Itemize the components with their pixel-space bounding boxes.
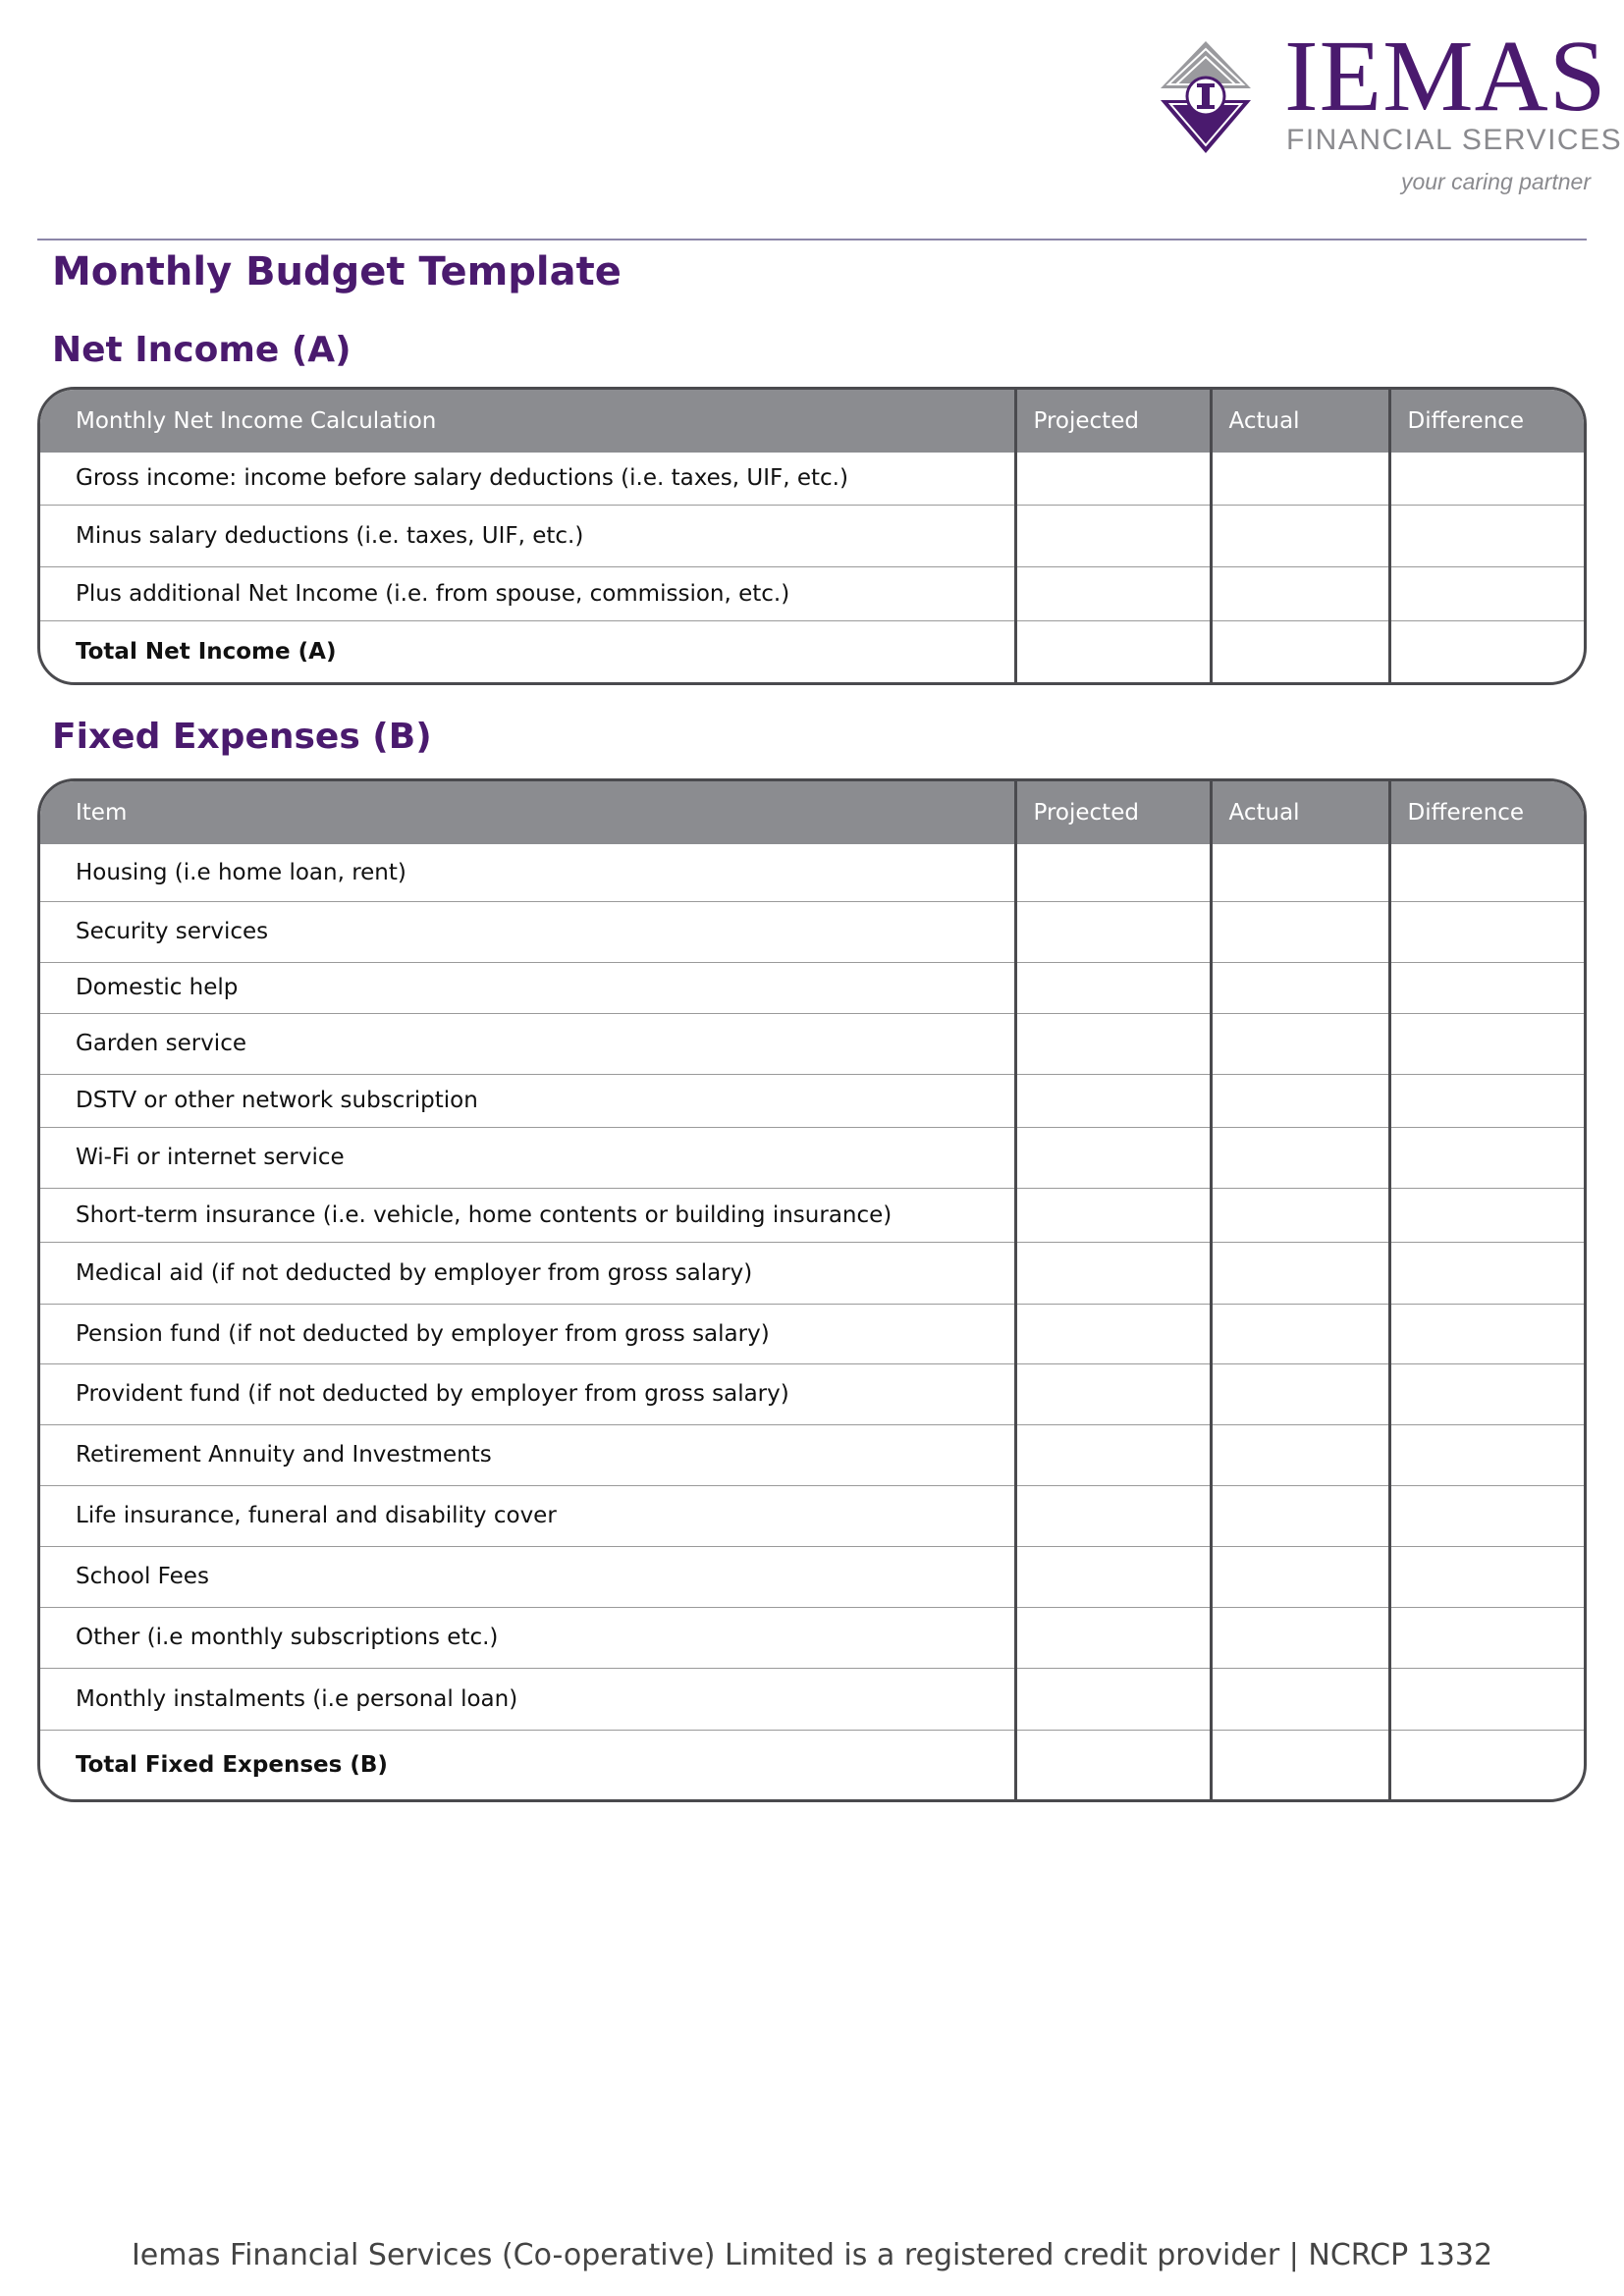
column-header-projected: Projected [1015,781,1211,844]
difference-cell[interactable] [1389,1304,1584,1363]
net-income-table [37,387,1587,685]
projected-cell[interactable] [1015,844,1211,901]
projected-cell[interactable] [1015,1363,1211,1424]
row-label: Other (i.e monthly subscriptions etc.) [40,1607,1015,1668]
actual-cell[interactable] [1211,1304,1389,1363]
row-label: Plus additional Net Income (i.e. from spouse, commission, etc.) [40,566,1015,620]
projected-cell[interactable] [1015,505,1211,566]
row-label: Pension fund (if not deducted by employer from gross salary) [40,1304,1015,1363]
table-row [40,453,1584,505]
projected-cell[interactable] [1015,620,1211,682]
total-label: Total Net Income (A) [40,620,1015,682]
column-header-difference: Difference [1389,390,1584,453]
table-row [40,1074,1584,1127]
actual-cell[interactable] [1211,1730,1389,1799]
fixed-expenses-table [37,778,1587,1802]
difference-cell[interactable] [1389,620,1584,682]
column-header-actual: Actual [1211,781,1389,844]
total-label: Total Fixed Expenses (B) [40,1730,1015,1799]
row-label: Medical aid (if not deducted by employer from gross salary) [40,1242,1015,1304]
actual-cell[interactable] [1211,1242,1389,1304]
column-header-projected: Projected [1015,390,1211,453]
row-label: Wi-Fi or internet service [40,1127,1015,1188]
projected-cell[interactable] [1015,962,1211,1013]
projected-cell[interactable] [1015,1304,1211,1363]
header-divider [37,239,1587,240]
logo-wordmark: IEMAS [1284,20,1607,133]
row-label: Short-term insurance (i.e. vehicle, home contents or building insurance) [40,1188,1015,1242]
row-label: School Fees [40,1546,1015,1607]
table-row [40,1546,1584,1607]
projected-cell[interactable] [1015,1668,1211,1730]
actual-cell[interactable] [1211,505,1389,566]
actual-cell[interactable] [1211,962,1389,1013]
projected-cell[interactable] [1015,901,1211,962]
table-row [40,1304,1584,1363]
projected-cell[interactable] [1015,1127,1211,1188]
projected-cell[interactable] [1015,1074,1211,1127]
actual-cell[interactable] [1211,1607,1389,1668]
table-row [40,1242,1584,1304]
actual-cell[interactable] [1211,844,1389,901]
row-label: Garden service [40,1013,1015,1074]
row-label: Provident fund (if not deducted by employer from gross salary) [40,1363,1015,1424]
difference-cell[interactable] [1389,505,1584,566]
column-header-difference: Difference [1389,781,1584,844]
projected-cell[interactable] [1015,1546,1211,1607]
actual-cell[interactable] [1211,1485,1389,1546]
difference-cell[interactable] [1389,901,1584,962]
actual-cell[interactable] [1211,620,1389,682]
table-row [40,901,1584,962]
total-row [40,1730,1584,1799]
logo-subtitle: FINANCIAL SERVICES [1286,124,1623,156]
projected-cell[interactable] [1015,1485,1211,1546]
difference-cell[interactable] [1389,1730,1584,1799]
table-header-row [40,781,1584,844]
difference-cell[interactable] [1389,1424,1584,1485]
actual-cell[interactable] [1211,1424,1389,1485]
difference-cell[interactable] [1389,1668,1584,1730]
table-row [40,1188,1584,1242]
actual-cell[interactable] [1211,566,1389,620]
actual-cell[interactable] [1211,453,1389,505]
difference-cell[interactable] [1389,1188,1584,1242]
table-row [40,1485,1584,1546]
column-header-actual: Actual [1211,390,1389,453]
row-label: Retirement Annuity and Investments [40,1424,1015,1485]
table-header-row [40,390,1584,453]
row-label: Gross income: income before salary deductions (i.e. taxes, UIF, etc.) [76,465,848,492]
projected-cell[interactable] [1015,1188,1211,1242]
difference-cell[interactable] [1389,1363,1584,1424]
projected-cell[interactable] [1015,1013,1211,1074]
projected-cell[interactable] [1015,566,1211,620]
difference-cell[interactable] [1389,1242,1584,1304]
difference-cell[interactable] [1389,1013,1584,1074]
column-header-item: Item [40,781,1015,844]
table-row [40,1363,1584,1424]
table-row [40,1607,1584,1668]
row-label: Life insurance, funeral and disability cover [40,1485,1015,1546]
table-row [40,1668,1584,1730]
footer-disclaimer: Iemas Financial Services (Co-operative) Limited is a registered credit provider | NCRCP 1332 [131,2238,1493,2272]
actual-cell[interactable] [1211,901,1389,962]
difference-cell[interactable] [1389,566,1584,620]
table-row [40,1013,1584,1074]
difference-cell[interactable] [1389,1607,1584,1668]
actual-cell[interactable] [1211,1188,1389,1242]
projected-cell[interactable] [1015,1607,1211,1668]
iemas-diamond-icon [1159,39,1253,155]
actual-cell[interactable] [1211,1013,1389,1074]
difference-cell[interactable] [1389,1485,1584,1546]
row-label: Housing (i.e home loan, rent) [76,859,406,885]
difference-cell[interactable] [1389,1074,1584,1127]
difference-cell[interactable] [1389,1546,1584,1607]
actual-cell[interactable] [1211,1074,1389,1127]
fixed-expenses-heading: Fixed Expenses (B) [52,717,432,757]
projected-cell[interactable] [1015,1424,1211,1485]
row-label: DSTV or other network subscription [40,1074,1015,1127]
actual-cell[interactable] [1211,1668,1389,1730]
difference-cell[interactable] [1389,844,1584,901]
logo-tagline: your caring partner [1400,169,1591,194]
projected-cell[interactable] [1015,453,1211,505]
difference-cell[interactable] [1389,962,1584,1013]
row-label: Security services [40,901,1015,962]
actual-cell[interactable] [1211,1363,1389,1424]
table-row [40,505,1584,566]
column-header-calculation: Monthly Net Income Calculation [40,390,1015,453]
row-label: Minus salary deductions (i.e. taxes, UIF, etc.) [40,505,1015,566]
total-row [40,620,1584,682]
table-row [40,844,1584,901]
row-label: Domestic help [40,962,1015,1013]
difference-cell[interactable] [1389,453,1584,505]
table-row [40,1424,1584,1485]
projected-cell[interactable] [1015,1730,1211,1799]
actual-cell[interactable] [1211,1546,1389,1607]
document-title: Monthly Budget Template [52,249,622,294]
company-logo [1159,20,1623,206]
row-label: Monthly instalments (i.e personal loan) [40,1668,1015,1730]
table-row [40,1127,1584,1188]
table-row [40,962,1584,1013]
actual-cell[interactable] [1211,1127,1389,1188]
table-row [40,566,1584,620]
difference-cell[interactable] [1389,1127,1584,1188]
net-income-heading: Net Income (A) [52,330,352,370]
projected-cell[interactable] [1015,1242,1211,1304]
